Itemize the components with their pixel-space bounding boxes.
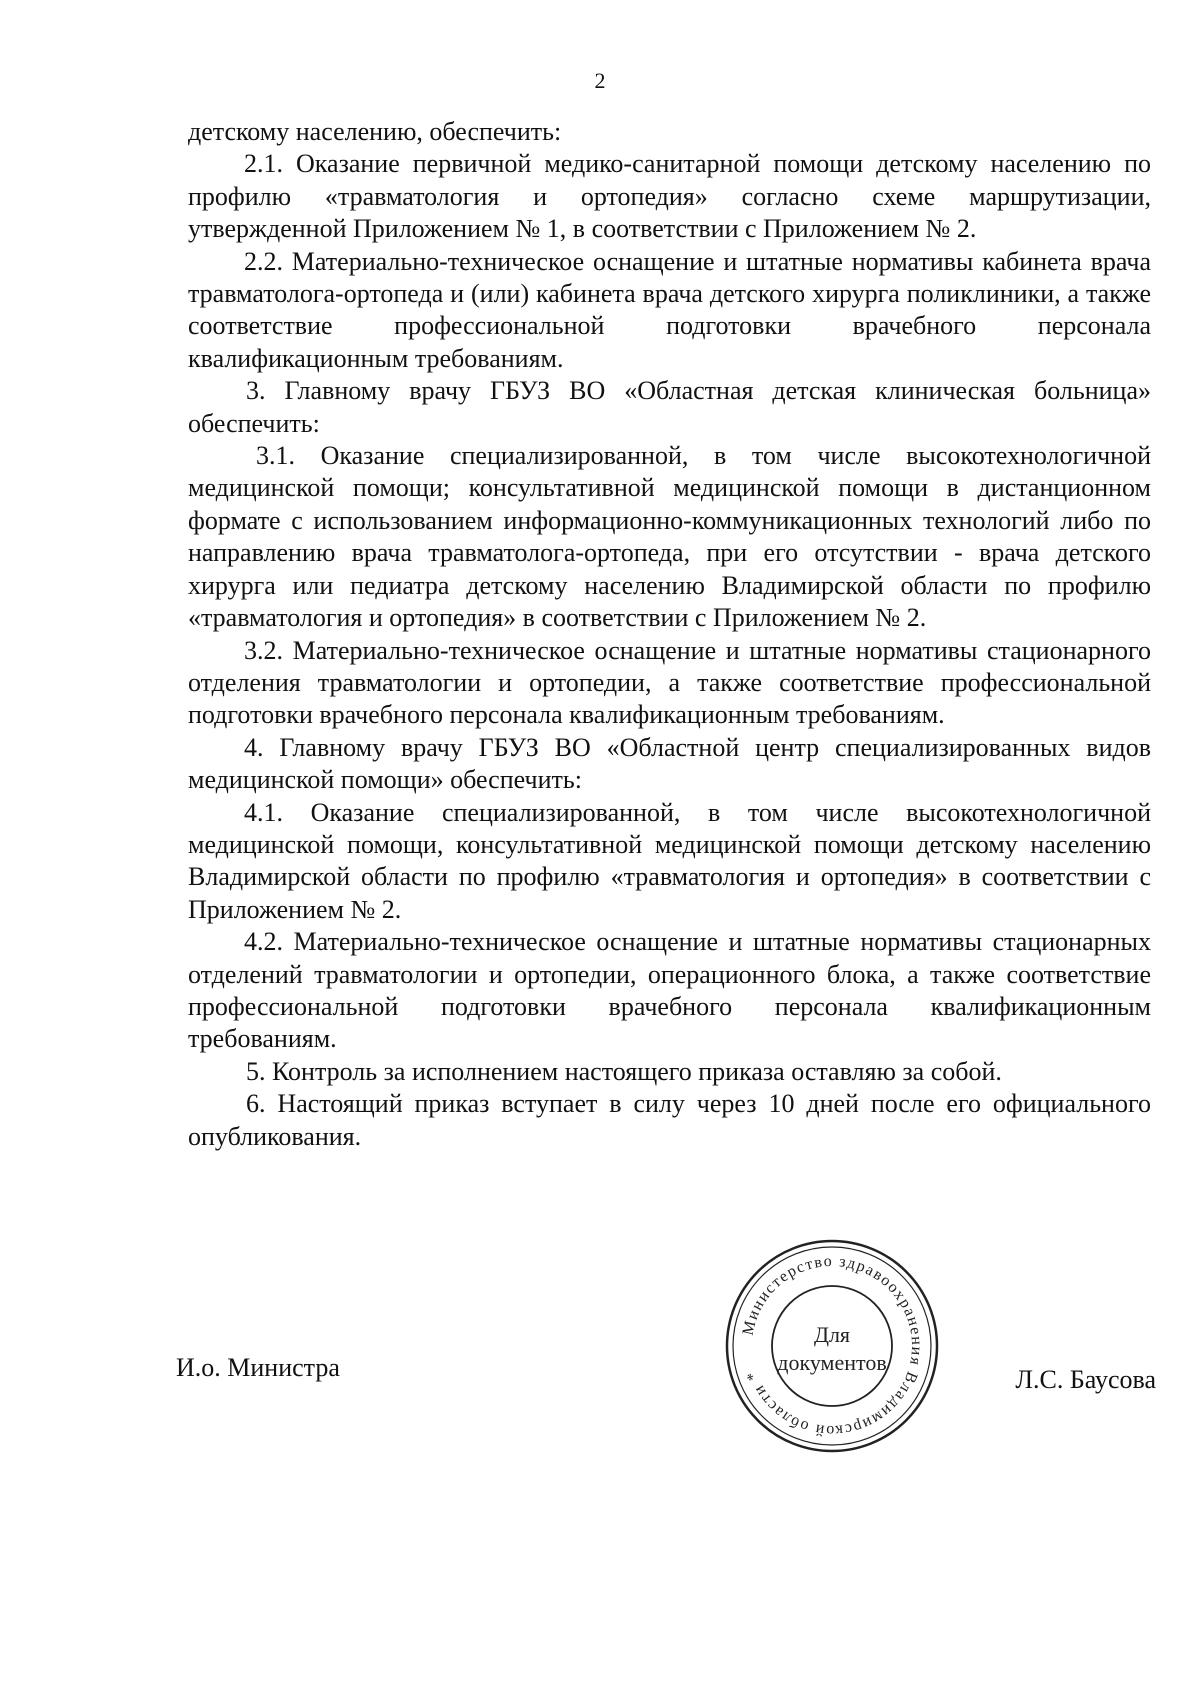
paragraph-6: 6. Настоящий приказ вступает в силу через 10 дней после его официального опубликования. [188,1089,1151,1151]
stamp-center-line-1: Для [813,1322,851,1347]
paragraph-2-1: 2.1. Оказание первичной медико-санитарной помощи детскому населению по профилю «травматология и ортопедия» согласно схеме маршрутизации, утвержденной Приложением № 1, в соответствии с Приложением № 2. [188,149,1151,244]
paragraph-4-2: 4.2. Материально-техническое оснащение и штатные нормативы стационарных отделений травматологии и ортопедии, операционного блока, а также соответствие профессиональной подготовки врачебного персонала квалификационным требованиям. [188,927,1151,1054]
official-stamp [722,1236,942,1456]
paragraph-3-2: 3.2. Материально-техническое оснащение и штатные нормативы стационарного отделения травматологии и ортопедии, а также соответствие профессиональной подготовки врачебного персонала квалификационным требованиям. [188,635,1151,730]
paragraph-2-2: 2.2. Материально-техническое оснащение и штатные нормативы кабинета врача травматолога-ортопеда и (или) кабинета врача детского хирурга поликлиники, а также соответствие профессиональной подготовки врачебного персонала квалификационным требованиям. [188,246,1151,373]
stamp-ring-text: Министерство здравоохранения Владимирской области * [739,1252,926,1440]
paragraph-4: 4. Главному врачу ГБУЗ ВО «Областной центр специализированных видов медицинской помощи» обеспечить: [188,732,1151,795]
paragraph-4-1: 4.1. Оказание специализированной, в том числе высокотехнологичной медицинской помощи, консультативной медицинской помощи детскому населению Владимирской области по профилю «травматология и ортопедия» в соответствии с Приложением № 2. [188,797,1151,924]
document-body [188,116,1151,1153]
paragraph-3-1: 3.1. Оказание специализированной, в том числе высокотехнологичной медицинской помощи; консультативной медицинской помощи в дистанционном формате с использованием информационно-коммуникационных технологий либо по направлению врача травматолога-ортопеда, при его отсутствии - врача детского хирурга или педиатра детскому населению Владимирской области по профилю «травматология и ортопедия» в соответствии с Приложением № 2. [188,441,1151,633]
paragraph-3: 3. Главному врачу ГБУЗ ВО «Областная детская клиническая больница» обеспечить: [188,376,1151,438]
signer-name: Л.С. Баусова [1015,1365,1156,1394]
stamp-center-line-2: документов [777,1350,887,1375]
paragraph-5: 5. Контроль за исполнением настоящего приказа оставляю за собой. [246,1056,1002,1086]
paragraph-continuation: детскому населению, обеспечить: [188,117,562,146]
page-number: 2 [594,68,606,93]
signer-title: И.о. Министра [176,1353,340,1382]
